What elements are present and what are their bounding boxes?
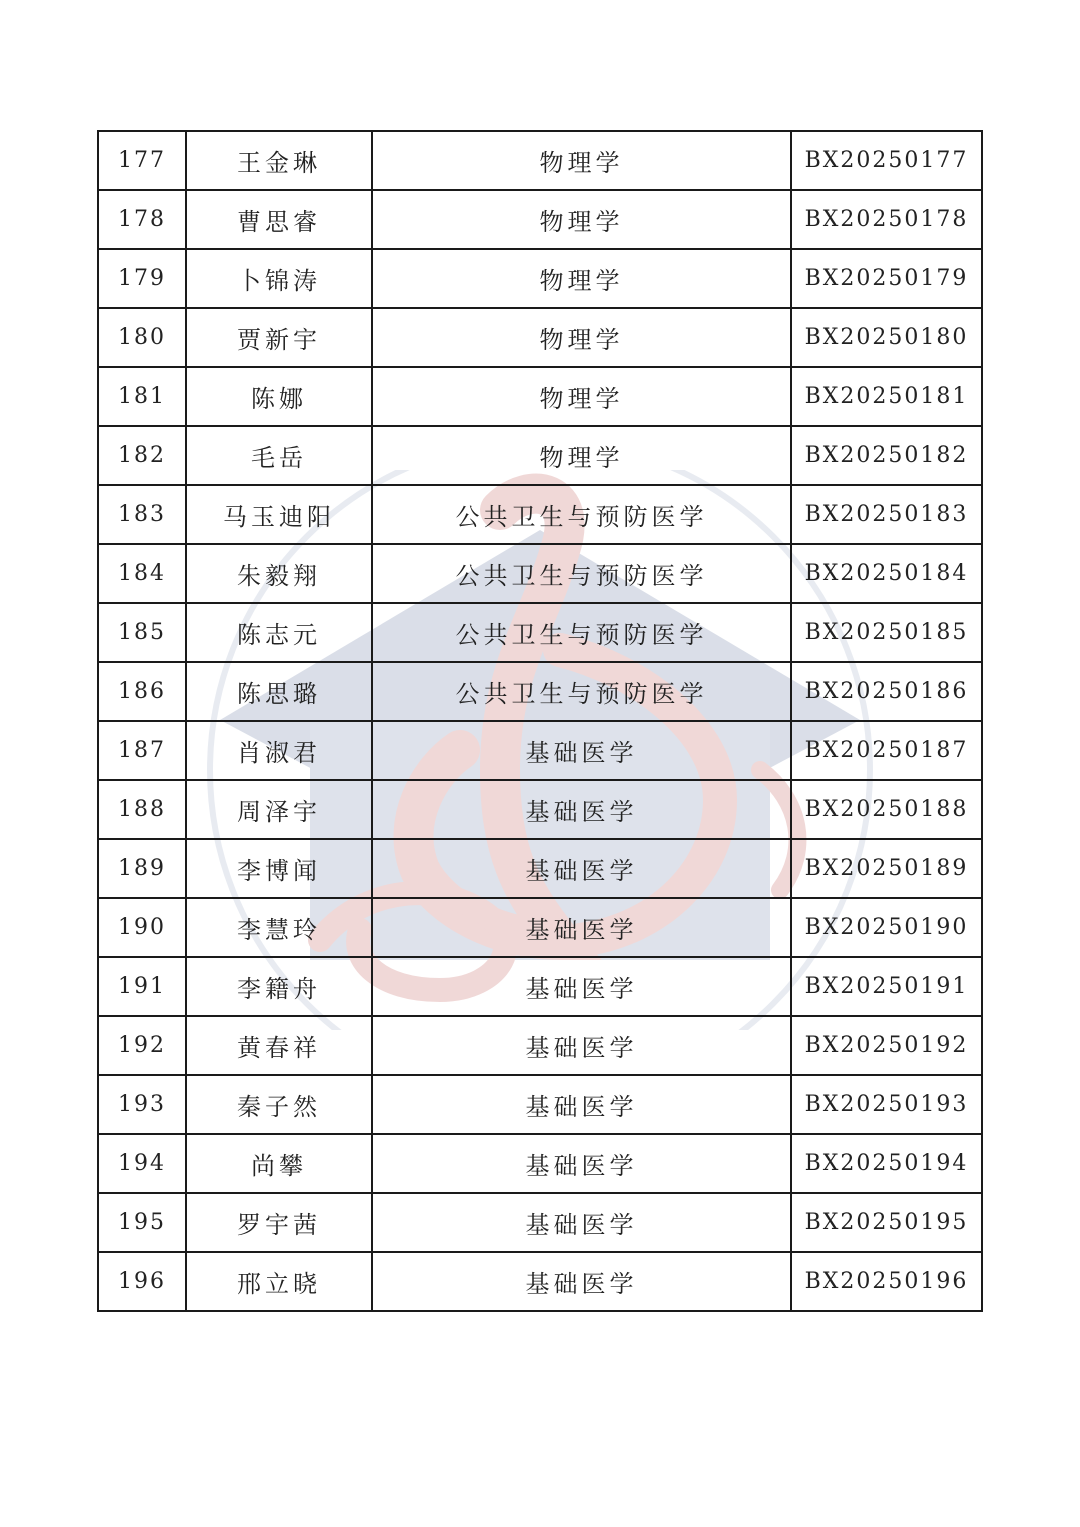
- registration-code-cell: BX20250195: [791, 1193, 982, 1252]
- student-name-cell: 黄春祥: [186, 1016, 372, 1075]
- table-row: [98, 957, 982, 1016]
- major-cell: 物理学: [372, 308, 791, 367]
- table-row: [98, 190, 982, 249]
- row-number-cell: 191: [98, 957, 186, 1016]
- student-name-cell: 陈娜: [186, 367, 372, 426]
- row-number-cell: 180: [98, 308, 186, 367]
- student-name-cell: 毛岳: [186, 426, 372, 485]
- registration-code-cell: BX20250184: [791, 544, 982, 603]
- registration-code-cell: BX20250194: [791, 1134, 982, 1193]
- table-row: [98, 780, 982, 839]
- major-cell: 基础医学: [372, 1016, 791, 1075]
- registration-code-cell: BX20250183: [791, 485, 982, 544]
- major-cell: 基础医学: [372, 1193, 791, 1252]
- major-cell: 基础医学: [372, 780, 791, 839]
- registration-code-cell: BX20250182: [791, 426, 982, 485]
- student-name-cell: 秦子然: [186, 1075, 372, 1134]
- name-list-table: [97, 130, 983, 1312]
- student-name-cell: 邢立晓: [186, 1252, 372, 1311]
- registration-code-cell: BX20250177: [791, 131, 982, 190]
- row-number-cell: 188: [98, 780, 186, 839]
- row-number-cell: 189: [98, 839, 186, 898]
- registration-code-cell: BX20250189: [791, 839, 982, 898]
- row-number-cell: 184: [98, 544, 186, 603]
- table-row: [98, 308, 982, 367]
- table-row: [98, 426, 982, 485]
- registration-code-cell: BX20250186: [791, 662, 982, 721]
- student-name-cell: 李籍舟: [186, 957, 372, 1016]
- table-row: [98, 721, 982, 780]
- row-number-cell: 179: [98, 249, 186, 308]
- student-name-cell: 李博闻: [186, 839, 372, 898]
- student-name-cell: 尚攀: [186, 1134, 372, 1193]
- table-row: [98, 367, 982, 426]
- row-number-cell: 181: [98, 367, 186, 426]
- major-cell: 物理学: [372, 249, 791, 308]
- major-cell: 公共卫生与预防医学: [372, 544, 791, 603]
- student-name-cell: 陈思璐: [186, 662, 372, 721]
- major-cell: 公共卫生与预防医学: [372, 603, 791, 662]
- registration-code-cell: BX20250188: [791, 780, 982, 839]
- row-number-cell: 196: [98, 1252, 186, 1311]
- row-number-cell: 183: [98, 485, 186, 544]
- student-name-cell: 马玉迪阳: [186, 485, 372, 544]
- major-cell: 物理学: [372, 131, 791, 190]
- registration-code-cell: BX20250196: [791, 1252, 982, 1311]
- registration-code-cell: BX20250192: [791, 1016, 982, 1075]
- table-row: [98, 544, 982, 603]
- row-number-cell: 194: [98, 1134, 186, 1193]
- major-cell: 基础医学: [372, 1075, 791, 1134]
- table-row: [98, 603, 982, 662]
- table-row: [98, 1252, 982, 1311]
- major-cell: 公共卫生与预防医学: [372, 485, 791, 544]
- registration-code-cell: BX20250185: [791, 603, 982, 662]
- student-name-cell: 李慧玲: [186, 898, 372, 957]
- major-cell: 物理学: [372, 367, 791, 426]
- registration-code-cell: BX20250193: [791, 1075, 982, 1134]
- registration-code-cell: BX20250187: [791, 721, 982, 780]
- row-number-cell: 195: [98, 1193, 186, 1252]
- registration-code-cell: BX20250180: [791, 308, 982, 367]
- student-name-cell: 肖淑君: [186, 721, 372, 780]
- major-cell: 基础医学: [372, 957, 791, 1016]
- student-name-cell: 陈志元: [186, 603, 372, 662]
- row-number-cell: 178: [98, 190, 186, 249]
- major-cell: 物理学: [372, 190, 791, 249]
- row-number-cell: 192: [98, 1016, 186, 1075]
- student-name-cell: 周泽宇: [186, 780, 372, 839]
- table-row: [98, 1016, 982, 1075]
- major-cell: 基础医学: [372, 721, 791, 780]
- registration-code-cell: BX20250190: [791, 898, 982, 957]
- major-cell: 公共卫生与预防医学: [372, 662, 791, 721]
- major-cell: 基础医学: [372, 839, 791, 898]
- registration-code-cell: BX20250181: [791, 367, 982, 426]
- table-row: [98, 839, 982, 898]
- student-name-cell: 卜锦涛: [186, 249, 372, 308]
- table-row: [98, 131, 982, 190]
- table-row: [98, 485, 982, 544]
- registration-code-cell: BX20250179: [791, 249, 982, 308]
- major-cell: 基础医学: [372, 898, 791, 957]
- row-number-cell: 186: [98, 662, 186, 721]
- registration-code-cell: BX20250178: [791, 190, 982, 249]
- table-row: [98, 1075, 982, 1134]
- student-name-cell: 朱毅翔: [186, 544, 372, 603]
- major-cell: 物理学: [372, 426, 791, 485]
- row-number-cell: 190: [98, 898, 186, 957]
- table-row: [98, 1134, 982, 1193]
- student-name-cell: 罗宇茜: [186, 1193, 372, 1252]
- table-row: [98, 249, 982, 308]
- row-number-cell: 187: [98, 721, 186, 780]
- table-body: [98, 131, 982, 1311]
- registration-code-cell: BX20250191: [791, 957, 982, 1016]
- table-row: [98, 1193, 982, 1252]
- table-row: [98, 662, 982, 721]
- row-number-cell: 177: [98, 131, 186, 190]
- table-row: [98, 898, 982, 957]
- student-name-cell: 曹思睿: [186, 190, 372, 249]
- student-name-cell: 贾新宇: [186, 308, 372, 367]
- major-cell: 基础医学: [372, 1252, 791, 1311]
- row-number-cell: 182: [98, 426, 186, 485]
- major-cell: 基础医学: [372, 1134, 791, 1193]
- row-number-cell: 185: [98, 603, 186, 662]
- student-name-cell: 王金琳: [186, 131, 372, 190]
- row-number-cell: 193: [98, 1075, 186, 1134]
